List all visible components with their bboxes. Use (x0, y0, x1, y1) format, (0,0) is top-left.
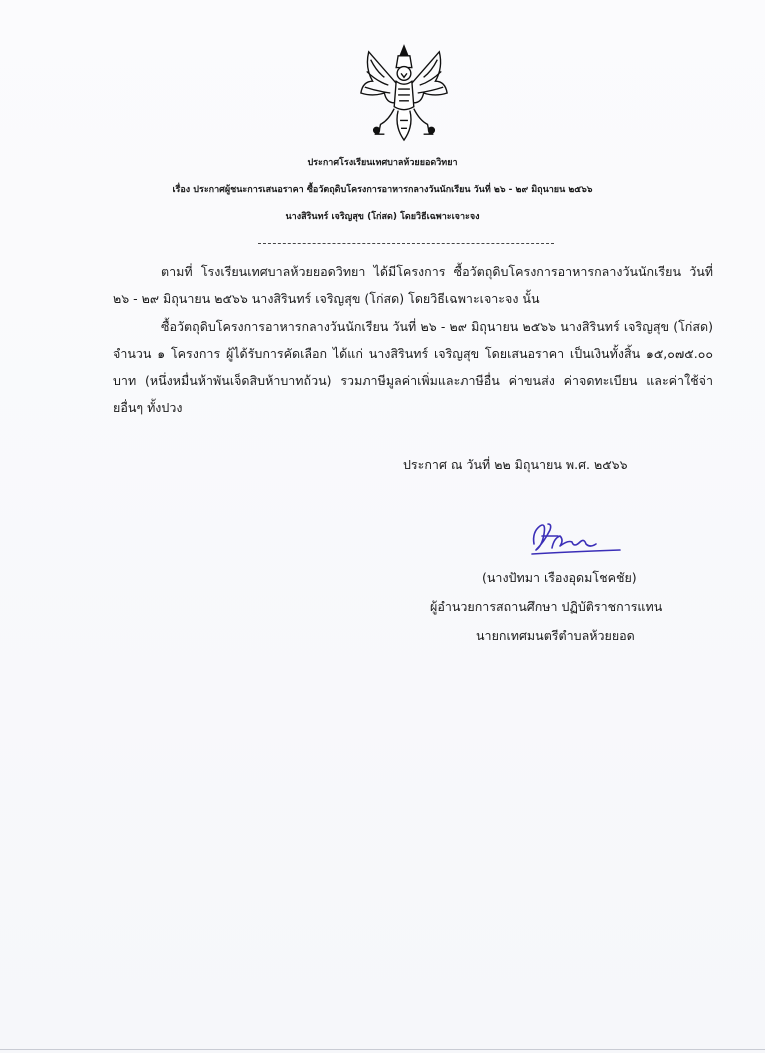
body-paragraph-2: ซื้อวัตถุดิบโครงการอาหารกลางวันนักเรียน วันที่ ๒๖ - ๒๙ มิถุนายน ๒๕๖๖ นางสิรินทร์ เจริญสุข (โก่สด) จำนวน ๑ โครงการ ผู้ได้รับการคัดเลือก ได้แก่ นางสิรินทร์ เจริญสุข โดยเสนอราคา เป็นเงินทั้งสิ้น ๑๕,๐๗๕.๐๐ บาท (หนึ่งหมื่นห้าพันเจ็ดสิบห้าบาทถ้วน) รวมภาษีมูลค่าเพิ่มและภาษีอื่น ค่าขนส่ง ค่าจดทะเบียน และค่าใช้จ่ายอื่นๆ ทั้งปวง (113, 319, 713, 415)
heading-divider (258, 243, 554, 244)
announcement-date: ประกาศ ณ วันที่ ๒๒ มิถุนายน พ.ศ. ๒๕๖๖ (403, 457, 628, 472)
signatory-authority: นายกเทศมนตรีตำบลห้วยยอด (476, 628, 635, 643)
document-subject: เรื่อง ประกาศผู้ชนะการเสนอราคา ซื้อวัตถุดิบโครงการอาหารกลางวันนักเรียน วันที่ ๒๖ - ๒๙ มิถุนายน ๒๕๖๖ (172, 185, 593, 195)
document-subject-continued: นางสิรินทร์ เจริญสุข (โก่สด) โดยวิธีเฉพาะเจาะจง (285, 212, 480, 222)
body-paragraph-1: ตามที่ โรงเรียนเทศบาลห้วยยอดวิทยา ได้มีโครงการ ซื้อวัตถุดิบโครงการอาหารกลางวันนักเรียน วันที่ ๒๖ - ๒๙ มิถุนายน ๒๕๖๖ นางสิรินทร์ เจริญสุข (โก่สด) โดยวิธีเฉพาะเจาะจง นั้น (113, 264, 713, 306)
page-bottom-edge (0, 1049, 765, 1050)
handwritten-signature (524, 514, 624, 560)
document-title: ประกาศโรงเรียนเทศบาลห้วยยอดวิทยา (307, 158, 458, 168)
signatory-position: ผู้อำนวยการสถานศึกษา ปฏิบัติราชการแทน (430, 599, 663, 614)
garuda-emblem-icon (355, 38, 453, 148)
signatory-name: (นางปัทมา เรืองอุดมโชคชัย) (482, 570, 637, 585)
